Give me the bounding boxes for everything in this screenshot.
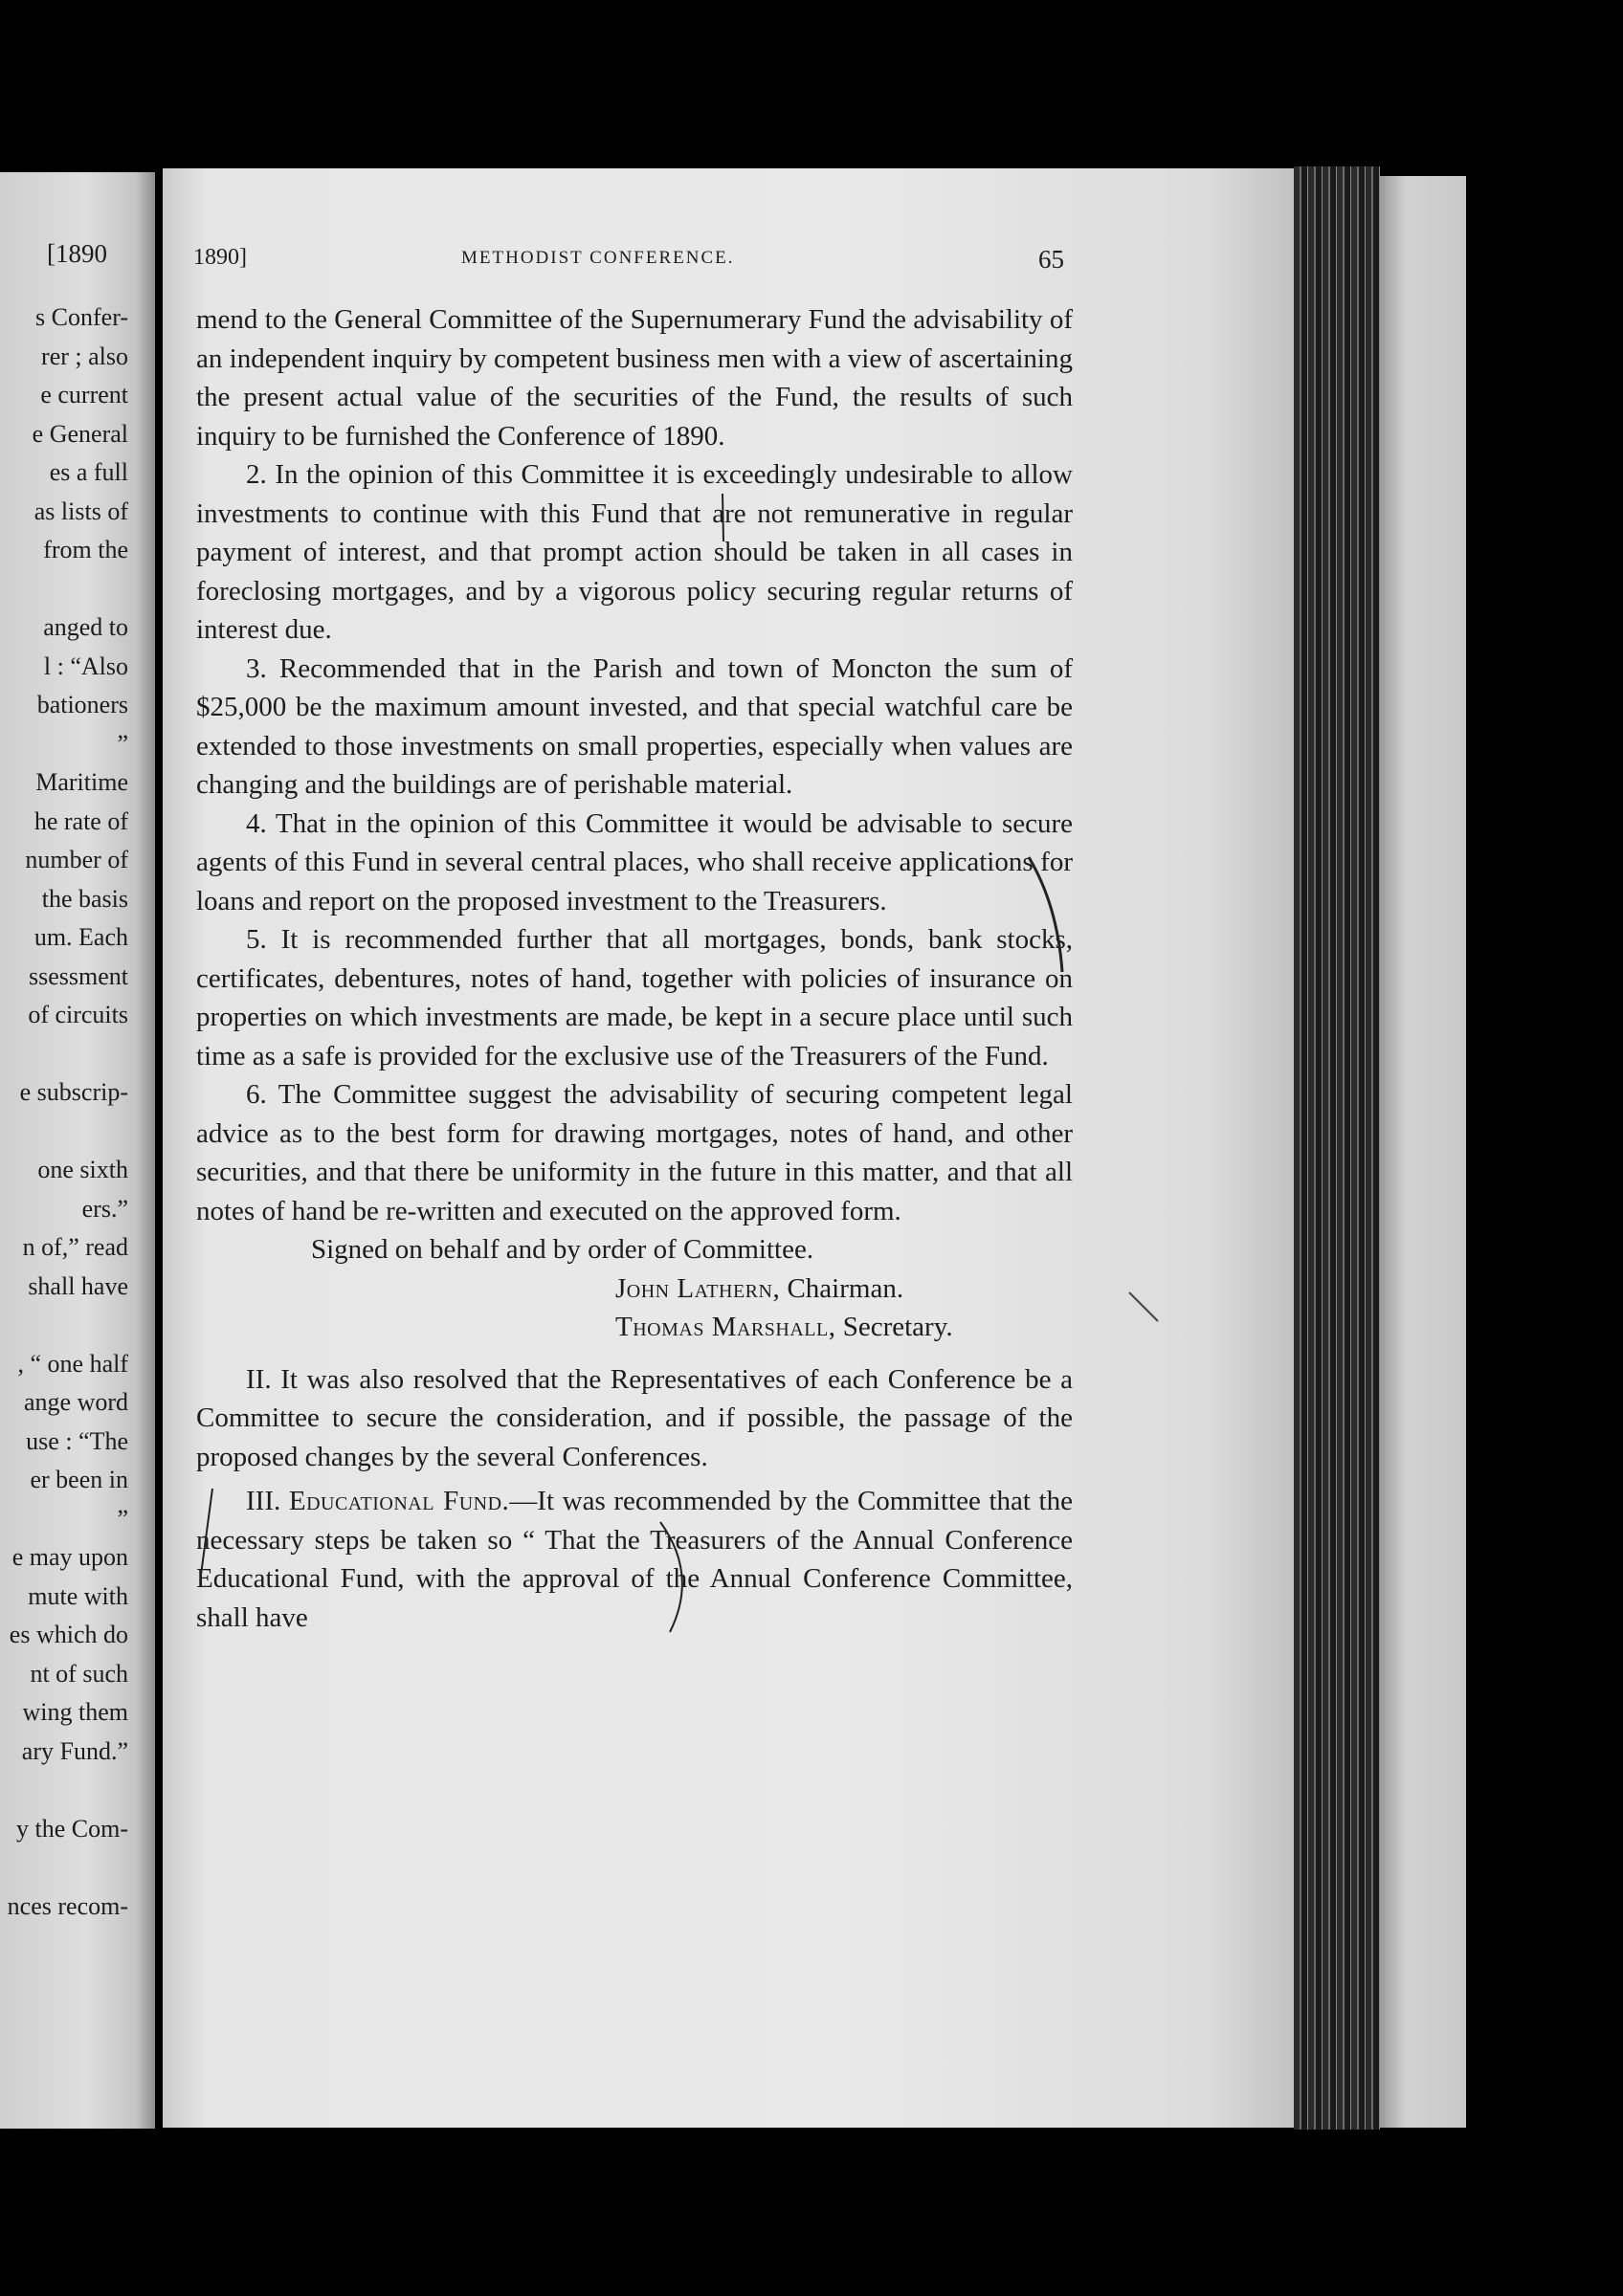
previous-page-line: from the (43, 536, 128, 563)
running-head (193, 245, 1064, 279)
previous-page-line: es a full (49, 458, 128, 486)
previous-page-line: nces recom- (7, 1891, 128, 1920)
previous-page-line: one sixth (37, 1156, 128, 1183)
previous-page-line: ” (117, 1504, 128, 1533)
page-number: 65 (1038, 245, 1064, 274)
chairman-role: Chairman. (780, 1272, 904, 1304)
secretary-name: Thomas Marshall, (615, 1312, 836, 1342)
signature-secretary (196, 1308, 1073, 1347)
previous-page-line: ssessment (29, 961, 128, 990)
previous-page-line: e subscrip- (19, 1078, 128, 1106)
chairman-name: John Lathern, (615, 1272, 781, 1304)
previous-page-line (8, 1848, 128, 1888)
previous-page-line: s Confer- (35, 303, 128, 331)
header-year: 1890] (193, 245, 247, 270)
previous-page-line: shall have (28, 1271, 128, 1300)
previous-page-line: anged to (43, 613, 128, 641)
previous-page-line (8, 1771, 128, 1810)
previous-page-line: bationers (36, 691, 128, 718)
previous-page-header: [1890 (47, 239, 107, 268)
next-page-edge (1380, 176, 1466, 2128)
previous-page-line: rer ; also (41, 342, 128, 370)
previous-page-line: mute with (28, 1581, 128, 1610)
previous-page-line: number of (25, 846, 128, 873)
previous-page-line: er been in (30, 1466, 128, 1493)
previous-page-line: ” (117, 729, 128, 758)
paragraph-item-3: 3. Recommended that in the Parish and town of Moncton the sum of $25,000 be the maximum amount invested, and that special watchful care be extended to those investments on small properties, especially when values are changing and the buildings are of perishable material. (196, 652, 1073, 800)
book-edge (1294, 166, 1380, 2130)
header-title: METHODIST CONFERENCE. (461, 248, 735, 268)
resolution-iii (196, 1482, 1073, 1637)
paragraph-item-6: 6. The Committee suggest the advisability of securing competent legal advice as to the best form for drawing mortgages, notes of hand, and other securities, and that there be uniformity in the future in this matter, and that all notes of hand be re-written and executed on the approved form. (196, 1079, 1073, 1226)
previous-page-line (8, 1035, 128, 1074)
secretary-role: Secretary. (835, 1312, 953, 1342)
previous-page-line (8, 1306, 128, 1345)
previous-page-line: wing them (22, 1698, 128, 1726)
book-page (163, 168, 1294, 2128)
previous-page-line: , “ one half (17, 1349, 128, 1378)
previous-page-line: y the Com- (16, 1814, 128, 1843)
previous-page-lines (8, 298, 128, 1926)
previous-page-line (8, 570, 128, 609)
previous-page-line: um. Each (33, 923, 128, 951)
previous-page-line: l : “Also (43, 651, 128, 680)
resolution-iii-number: III. (246, 1486, 289, 1516)
paragraph-continuation: mend to the General Committee of the Supernumerary Fund the advisability of an independent inquiry by competent business men with a view of ascertaining the present actual value of the securities of the Fund, the results of such inquiry to be furnished the Conference of 1890. (196, 304, 1073, 452)
previous-page-line: e current (40, 381, 128, 408)
previous-page-line: e may upon (11, 1543, 128, 1571)
signature-chairman (196, 1269, 1073, 1309)
previous-page-line: ange word (23, 1388, 128, 1416)
pencil-mark-right (1129, 1292, 1158, 1321)
resolution-iii-text: —It was recommended by the Committee that the necessary steps be taken so “ That the Treasurers of the Annual Conference Educational Fund, with the approval of the Annual Conference Committee, shall have (196, 1486, 1073, 1633)
previous-page-fragment (0, 172, 155, 2129)
previous-page-line: ary Fund.” (21, 1736, 128, 1765)
paragraph-item-5: 5. It is recommended further that all mortgages, bonds, bank stocks, certificates, debentures, notes of hand, together with policies of insurance on properties on which investments are made, be kept in a secure place until such time as a safe is provided for the exclusive use of the Treasurers of the Fund. (196, 924, 1073, 1071)
paragraph-item-2: 2. In the opinion of this Committee it is exceedingly undesirable to allow investments to continue with this Fund that are not remunerative in regular payment of interest, and that prompt action should be taken in all cases in foreclosing mortgages, and by a vigorous policy securing regular returns of interest due. (196, 459, 1073, 645)
educational-fund-heading: Educational Fund. (288, 1486, 510, 1516)
previous-page-line (8, 1113, 128, 1152)
paragraph-item-4: 4. That in the opinion of this Committee it would be advisable to secure agents of this Fund in several central places, who shall receive applications for loans and report on the proposed investment to the Treasurers. (196, 807, 1073, 916)
previous-page-line: ers.” (81, 1194, 128, 1223)
page-body (196, 300, 1073, 1637)
previous-page-line: use : “The (26, 1426, 128, 1455)
signed-line: Signed on behalf and by order of Committee. (311, 1234, 814, 1265)
previous-page-line: as lists of (33, 497, 128, 525)
previous-page-line: nt of such (30, 1659, 128, 1688)
previous-page-line: es which do (9, 1621, 128, 1648)
previous-page-line: Maritime (35, 768, 128, 796)
previous-page-line: e General (32, 419, 128, 448)
previous-page-line: of circuits (28, 1001, 128, 1028)
previous-page-line: he rate of (33, 806, 128, 835)
previous-page-line: the basis (41, 884, 128, 913)
resolution-ii: II. It was also resolved that the Representatives of each Conference be a Committee to secure the consideration, and if possible, the passage of the proposed changes by the several Conferences. (196, 1363, 1073, 1472)
previous-page-line: n of,” read (22, 1233, 128, 1261)
